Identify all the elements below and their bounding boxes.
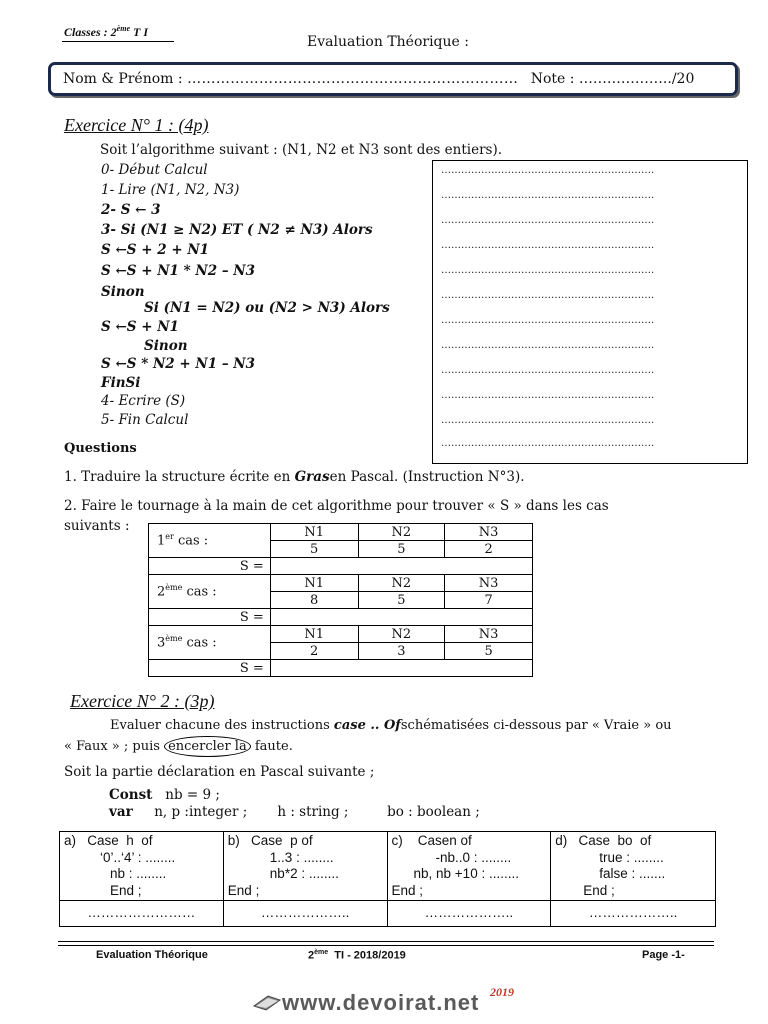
case-2-n1: 8 xyxy=(270,592,358,609)
exercise-1-title: Exercice N° 1 : (4p) xyxy=(64,115,209,135)
case-of-table xyxy=(59,831,716,927)
algo-line-7: Si (N1 = N2) ou (N2 > N3) Alors xyxy=(144,300,390,316)
answer-line[interactable]: ………………………………………………………. xyxy=(441,190,655,201)
case-2-s-answer[interactable] xyxy=(270,609,532,626)
case-a: a) Case h of ‘0’..‘4’ : ........ nb : ........ End ; xyxy=(60,832,224,901)
col-n2: N2 xyxy=(358,524,445,541)
watermark-year: 2019 xyxy=(490,985,514,999)
question-2-line1: 2. Faire le tournage à la main de cet algorithme pour trouver « S » dans les cas xyxy=(64,498,609,514)
algo-line-11: FinSi xyxy=(101,375,141,391)
case-1-s-label: S = xyxy=(149,558,271,575)
watermark-url[interactable]: www.devoirat.net xyxy=(282,990,480,1015)
question-2-line2: suivants : xyxy=(64,518,130,534)
answer-line[interactable]: ………………………………………………………. xyxy=(441,340,655,351)
algo-line-4: S ←S + 2 + N1 xyxy=(101,242,210,258)
case-d: d) Case bo of true : ........ false : ....... End ; xyxy=(551,832,716,901)
answer-box[interactable] xyxy=(432,160,748,464)
case-1-label: 1er cas : xyxy=(149,524,271,558)
col-n2: N2 xyxy=(358,626,445,643)
watermark-logo-icon xyxy=(252,992,282,1012)
algo-line-13: 5- Fin Calcul xyxy=(101,412,189,428)
case-1-header-row xyxy=(149,524,533,541)
class-label: Classes : 2ème T I xyxy=(64,24,148,39)
answer-line[interactable]: ………………………………………………………. xyxy=(441,215,655,226)
case-3-s-label: S = xyxy=(149,660,271,677)
answer-line[interactable]: ………………………………………………………. xyxy=(441,365,655,376)
case-3-s-row xyxy=(149,660,533,677)
note-field[interactable]: Note : ………………../20 xyxy=(530,71,695,87)
algo-line-9: Sinon xyxy=(144,338,188,354)
var-line: var n, p :integer ; h : string ; bo : boolean ; xyxy=(109,804,480,820)
col-n3: N3 xyxy=(445,626,533,643)
exercise-2-line2: « Faux » ; puis encercler la faute. xyxy=(64,739,293,754)
trace-table xyxy=(148,523,533,677)
algo-line-5: S ←S + N1 * N2 – N3 xyxy=(101,263,256,279)
page-title: Evaluation Théorique : xyxy=(307,34,469,50)
algo-line-10: S ←S * N2 + N1 – N3 xyxy=(101,356,256,372)
col-n2: N2 xyxy=(358,575,445,592)
case-3-s-answer[interactable] xyxy=(270,660,532,677)
answer-line[interactable]: ………………………………………………………. xyxy=(441,390,655,401)
case-2-n3: 7 xyxy=(445,592,533,609)
answer-c[interactable]: ……………….. xyxy=(387,901,551,927)
exercise-1-intro: Soit l’algorithme suivant : (N1, N2 et N3 sont des entiers). xyxy=(100,142,503,158)
case-3-label: 3ème cas : xyxy=(149,626,271,660)
case-c: c) Casen of -nb..0 : ........ nb, nb +10 : ........ End ; xyxy=(387,832,551,901)
algo-line-6: Sinon xyxy=(101,284,145,300)
declaration-intro: Soit la partie déclaration en Pascal suivante ; xyxy=(64,764,375,780)
case-1-n3: 2 xyxy=(445,541,533,558)
col-n1: N1 xyxy=(270,524,358,541)
case-3-header-row xyxy=(149,626,533,643)
exercise-2-line1: Evaluer chacune des instructions case .. Ofschématisées ci-dessous par « Vraie » ou xyxy=(110,718,672,733)
answer-d[interactable]: ……………….. xyxy=(551,901,716,927)
case-3-n1: 2 xyxy=(270,643,358,660)
answer-line[interactable]: ………………………………………………………. xyxy=(441,438,655,449)
encircle-word: encercler la xyxy=(164,736,251,757)
col-n3: N3 xyxy=(445,524,533,541)
algo-line-0: 0- Début Calcul xyxy=(101,162,208,178)
answer-line[interactable]: ………………………………………………………. xyxy=(441,415,655,426)
case-2-label: 2ème cas : xyxy=(149,575,271,609)
answer-a[interactable]: …………………… xyxy=(60,901,224,927)
case-1-n1: 5 xyxy=(270,541,358,558)
col-n1: N1 xyxy=(270,575,358,592)
case-2-n2: 5 xyxy=(358,592,445,609)
answer-line[interactable]: ………………………………………………………. xyxy=(441,240,655,251)
footer-divider xyxy=(58,941,714,942)
answer-b[interactable]: ……………….. xyxy=(223,901,387,927)
footer-page: Page -1- xyxy=(642,949,685,961)
name-field[interactable]: …………………………………………………………… xyxy=(187,71,519,87)
answer-line[interactable]: ………………………………………………………. xyxy=(441,290,655,301)
footer-divider xyxy=(58,945,714,946)
col-n3: N3 xyxy=(445,575,533,592)
case-1-n2: 5 xyxy=(358,541,445,558)
case-3-n2: 3 xyxy=(358,643,445,660)
col-n1: N1 xyxy=(270,626,358,643)
footer-left: Evaluation Théorique xyxy=(96,949,208,961)
case-1-s-answer[interactable] xyxy=(270,558,532,575)
case-1-s-row xyxy=(149,558,533,575)
question-1: 1. Traduire la structure écrite en Grasen Pascal. (Instruction N°3). xyxy=(64,469,525,485)
case-b: b) Case p of 1..3 : ........ nb*2 : ........ End ; xyxy=(223,832,387,901)
answer-line[interactable]: ………………………………………………………. xyxy=(441,315,655,326)
case-2-s-row xyxy=(149,609,533,626)
algo-line-8: S ←S + N1 xyxy=(101,319,179,335)
answer-line[interactable]: ………………………………………………………. xyxy=(441,265,655,276)
case-row xyxy=(60,832,716,901)
algo-line-12: 4- Ecrire (S) xyxy=(101,393,186,409)
case-2-s-label: S = xyxy=(149,609,271,626)
name-note-box xyxy=(48,62,738,96)
name-label: Nom & Prénom : xyxy=(63,71,183,87)
answer-line[interactable]: ………………………………………………………. xyxy=(441,165,655,176)
exercise-2-title: Exercice N° 2 : (3p) xyxy=(70,691,215,711)
algo-line-3: 3- Si (N1 ≥ N2) ET ( N2 ≠ N3) Alors xyxy=(101,222,373,238)
footer-middle: 2ème TI - 2018/2019 xyxy=(308,949,406,962)
case-2-header-row xyxy=(149,575,533,592)
algo-line-2: 2- S ← 3 xyxy=(101,202,161,218)
case-3-n3: 5 xyxy=(445,643,533,660)
class-underline xyxy=(62,41,174,42)
answer-row xyxy=(60,901,716,927)
questions-title: Questions xyxy=(64,441,137,456)
algo-line-1: 1- Lire (N1, N2, N3) xyxy=(101,182,240,198)
const-line: Const nb = 9 ; xyxy=(109,787,220,803)
